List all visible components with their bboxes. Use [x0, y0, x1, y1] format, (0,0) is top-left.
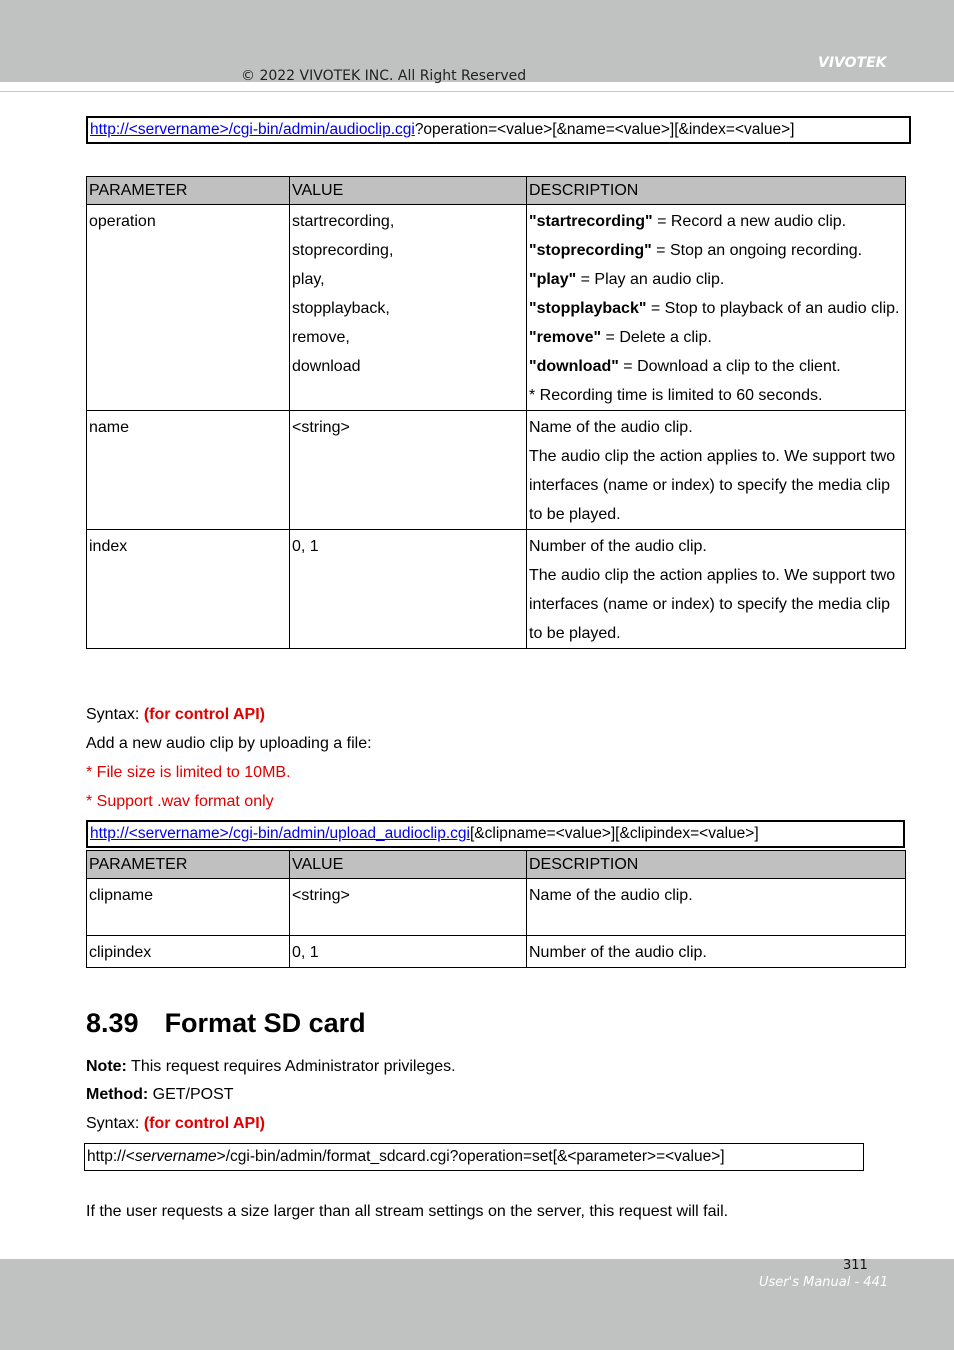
desc-key: "startrecording"	[529, 213, 653, 230]
table-row	[87, 936, 906, 968]
value-cell: <string>	[290, 411, 527, 530]
col-header-value: VALUE	[290, 851, 527, 879]
param-cell: index	[87, 530, 290, 649]
upload-note-size: * File size is limited to 10MB.	[86, 764, 291, 781]
desc-text: = Delete a clip.	[601, 329, 712, 346]
table-row	[87, 879, 906, 936]
param-cell: clipindex	[87, 936, 290, 968]
audioclip-url-link[interactable]: http://<servername>/cgi-bin/admin/audioclip.cgi	[90, 121, 415, 138]
note-text: This request requires Administrator privileges.	[126, 1058, 456, 1075]
col-header-description: DESCRIPTION	[527, 177, 906, 205]
col-header-value: VALUE	[290, 177, 527, 205]
value-line: download	[292, 358, 361, 375]
desc-line	[529, 236, 903, 265]
url-servername: servername	[134, 1148, 217, 1165]
desc-key: "stopplayback"	[529, 300, 647, 317]
upload-url-link[interactable]: http://<servername>/cgi-bin/admin/upload_audioclip.cgi	[90, 825, 470, 842]
desc-text: * Recording time is limited to 60 seconds.	[529, 387, 823, 404]
table-row	[87, 411, 906, 530]
syntax-label: Syntax:	[86, 1115, 144, 1132]
value-line: stopplayback,	[292, 300, 390, 317]
format-sdcard-url-box	[84, 1143, 864, 1171]
copyright-text: © 2022 VIVOTEK INC. All Right Reserved	[241, 68, 527, 84]
audioclip-url-box	[86, 116, 911, 144]
table-header-row	[87, 177, 906, 205]
table-row	[87, 205, 906, 411]
audioclip-url-params: ?operation=<value>[&name=<value>][&index=<value>]	[414, 121, 795, 138]
value-cell: 0, 1	[290, 530, 527, 649]
desc-line	[529, 294, 903, 323]
note-line	[86, 1058, 456, 1076]
header-divider	[0, 91, 954, 92]
description-cell	[527, 205, 906, 411]
failure-note: If the user requests a size larger than all stream settings on the server, this request will fail.	[86, 1203, 729, 1220]
format-syntax-line	[86, 1115, 265, 1133]
syntax-note: (for control API)	[143, 1115, 265, 1132]
upload-syntax-line	[86, 706, 265, 724]
table-header-row	[87, 851, 906, 879]
desc-line	[529, 265, 903, 294]
desc-text: = Download a clip to the client.	[618, 358, 841, 375]
desc-line: The audio clip the action applies to. We support two interfaces (name or index) to specify the media clip to be played.	[529, 448, 896, 523]
col-header-parameter: PARAMETER	[87, 177, 290, 205]
method-label: Method:	[86, 1086, 149, 1103]
page-footer	[0, 1259, 954, 1350]
description-cell	[527, 411, 906, 530]
col-header-description: DESCRIPTION	[527, 851, 906, 879]
desc-text: = Stop an ongoing recording.	[651, 242, 863, 259]
desc-key: "play"	[529, 271, 577, 288]
note-label: Note:	[86, 1058, 127, 1075]
value-line: remove,	[292, 329, 350, 346]
syntax-label: Syntax:	[86, 706, 144, 723]
desc-line	[529, 323, 903, 352]
description-cell	[527, 530, 906, 649]
desc-key: "stoprecording"	[529, 242, 652, 259]
syntax-note: (for control API)	[143, 706, 265, 723]
desc-text: = Record a new audio clip.	[652, 213, 847, 230]
value-cell: <string>	[290, 879, 527, 936]
desc-line	[529, 381, 903, 410]
param-cell: operation	[87, 205, 290, 411]
desc-line	[529, 207, 903, 236]
method-text: GET/POST	[148, 1086, 234, 1103]
description-cell: Name of the audio clip.	[527, 879, 906, 936]
desc-line	[529, 352, 903, 381]
section-heading	[86, 1008, 366, 1039]
desc-text: = Play an audio clip.	[576, 271, 725, 288]
upload-url-params: [&clipname=<value>][&clipindex=<value>]	[469, 825, 759, 842]
param-cell: name	[87, 411, 290, 530]
desc-key: "download"	[529, 358, 619, 375]
value-line: startrecording,	[292, 213, 395, 230]
upload-parameter-table	[86, 850, 906, 968]
upload-description: Add a new audio clip by uploading a file:	[86, 735, 372, 752]
value-cell	[290, 205, 527, 411]
audioclip-parameter-table	[86, 176, 906, 649]
desc-line: Name of the audio clip.	[529, 419, 693, 436]
desc-key: "remove"	[529, 329, 602, 346]
section-number: 8.39	[86, 1008, 139, 1038]
value-line: play,	[292, 271, 325, 288]
method-line	[86, 1086, 234, 1104]
url-prefix: http://<	[87, 1148, 135, 1165]
brand-logo: VIVOTEK	[818, 55, 887, 71]
table-row	[87, 530, 906, 649]
value-line: stoprecording,	[292, 242, 394, 259]
desc-line: Number of the audio clip.	[529, 538, 707, 555]
param-cell: clipname	[87, 879, 290, 936]
manual-page-label: User's Manual - 441	[759, 1275, 889, 1290]
value-cell: 0, 1	[290, 936, 527, 968]
url-path: >/cgi-bin/admin/format_sdcard.cgi?operation=set[&<parameter>=<value>]	[216, 1148, 725, 1165]
upload-url-box	[86, 820, 905, 848]
col-header-parameter: PARAMETER	[87, 851, 290, 879]
desc-line: The audio clip the action applies to. We support two interfaces (name or index) to specify the media clip to be played.	[529, 567, 896, 642]
description-cell: Number of the audio clip.	[527, 936, 906, 968]
section-title: Format SD card	[164, 1008, 366, 1038]
page-number: 311	[843, 1258, 868, 1273]
upload-note-format: * Support .wav format only	[86, 793, 274, 810]
desc-text: = Stop to playback of an audio clip.	[646, 300, 900, 317]
